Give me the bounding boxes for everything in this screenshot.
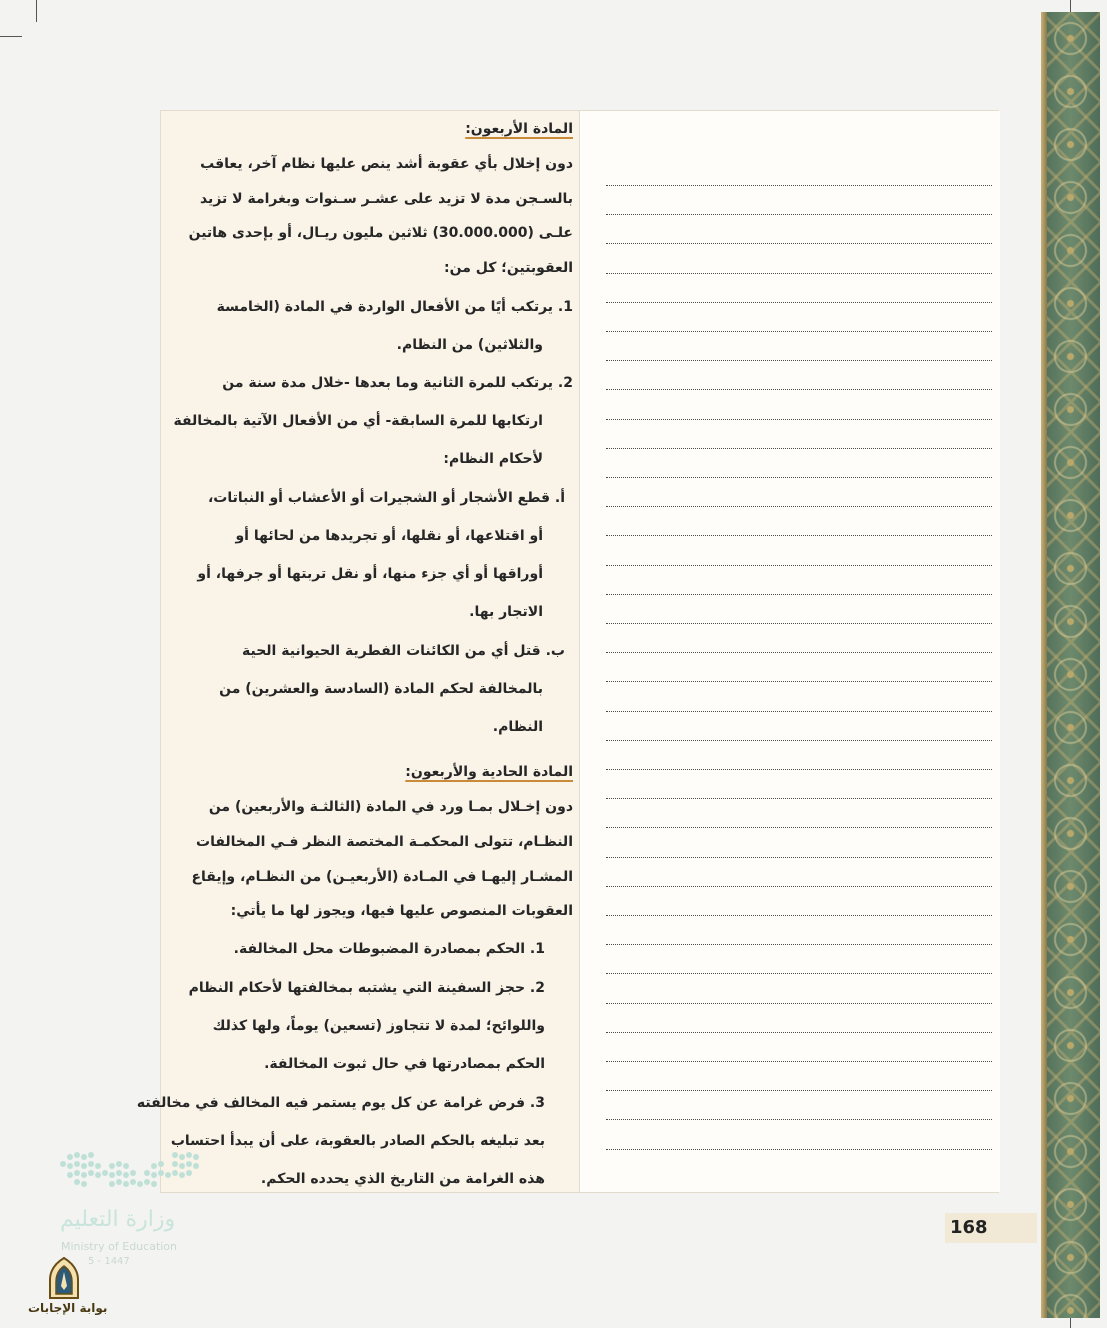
article-40-line: 2. يرتكب للمرة الثانية وما بعدها -خلال مدة سنة من xyxy=(222,375,573,391)
logo-dot xyxy=(130,1170,136,1176)
note-line xyxy=(606,302,992,303)
logo-dot xyxy=(95,1163,101,1169)
logo-dot xyxy=(130,1179,136,1185)
logo-dot xyxy=(137,1181,143,1187)
article-40-heading: المادة الأربعون: xyxy=(465,121,573,137)
article-41-line: المشـار إليهـا في المـادة (الأربعيـن) من النظـام، وإيقاع xyxy=(191,869,573,885)
logo-dot xyxy=(186,1170,192,1176)
note-line xyxy=(606,273,992,274)
article-40-line: ارتكابها للمرة السابقة- أي من الأفعال الآتية بالمخالفة xyxy=(173,413,543,429)
logo-dot xyxy=(67,1172,73,1178)
logo-dot xyxy=(172,1170,178,1176)
logo-dot xyxy=(81,1172,87,1178)
logo-dot xyxy=(179,1154,185,1160)
logo-dot xyxy=(158,1170,164,1176)
logo-dot xyxy=(102,1170,108,1176)
logo-dot xyxy=(88,1170,94,1176)
site-logo-icon xyxy=(44,1256,84,1300)
article-40-line: النظام. xyxy=(492,719,543,735)
note-line xyxy=(606,419,992,420)
page-number: 168 xyxy=(950,1217,988,1238)
logo-dot xyxy=(186,1161,192,1167)
logo-dot xyxy=(88,1152,94,1158)
article-40-line: دون إخلال بأي عقوبة أشد ينص عليها نظام آخر، يعاقب xyxy=(200,156,573,172)
logo-dot xyxy=(81,1163,87,1169)
logo-dot xyxy=(172,1152,178,1158)
article-40-line: بالمخالفة لحكم المادة (السادسة والعشرين) من xyxy=(219,681,543,697)
article-40-line: أ. قطع الأشجار أو الشجيرات أو الأعشاب أو النباتات، xyxy=(207,490,565,506)
decorative-border xyxy=(1041,12,1100,1318)
site-name: بوابة الإجابات xyxy=(28,1301,108,1315)
note-line xyxy=(606,886,992,887)
article-41-line: 3. فرض غرامة عن كل يوم يستمر فيه المخالف في مخالفته xyxy=(136,1095,545,1111)
logo-dot xyxy=(193,1154,199,1160)
logo-dot xyxy=(158,1161,164,1167)
logo-dot xyxy=(179,1163,185,1169)
note-line xyxy=(606,623,992,624)
content-panel xyxy=(136,110,999,1193)
article-40-line: علـى (30.000.000) ثلاثين مليون ريـال، أو بإحدى هاتين xyxy=(188,225,573,241)
article-41-line: الحكم بمصادرتها في حال ثبوت المخالفة. xyxy=(264,1056,545,1072)
note-line xyxy=(606,652,992,653)
note-line xyxy=(606,477,992,478)
note-line xyxy=(606,915,992,916)
logo-dot xyxy=(109,1163,115,1169)
article-40-line: ب. قتل أي من الكائنات الفطرية الحيوانية الحية xyxy=(241,643,565,659)
logo-dot xyxy=(123,1172,129,1178)
note-line xyxy=(606,973,992,974)
notes-column xyxy=(579,111,1000,1192)
note-line xyxy=(606,535,992,536)
article-40-line: الاتجار بها. xyxy=(469,604,543,620)
ministry-name-en: Ministry of Education xyxy=(61,1240,178,1253)
ministry-logo-icon xyxy=(60,1152,200,1202)
article-41-line: بعد تبليغه بالحكم الصادر بالعقوبة، على أن يبدأ احتساب xyxy=(170,1133,545,1149)
logo-dot xyxy=(109,1172,115,1178)
ministry-year: 5 - 1447 xyxy=(88,1256,130,1267)
logo-dot xyxy=(151,1172,157,1178)
note-line xyxy=(606,506,992,507)
article-41-line: واللوائح؛ لمدة لا تتجاوز (تسعين) يوماً، ولها كذلك xyxy=(212,1018,545,1034)
logo-dot xyxy=(116,1179,122,1185)
note-line xyxy=(606,565,992,566)
article-40-line: لأحكام النظام: xyxy=(443,451,543,467)
logo-dot xyxy=(88,1161,94,1167)
logo-dot xyxy=(116,1170,122,1176)
note-line xyxy=(606,243,992,244)
logo-dot xyxy=(123,1181,129,1187)
note-line xyxy=(606,827,992,828)
crop-mark-top-left xyxy=(36,0,37,22)
logo-dot xyxy=(67,1154,73,1160)
article-41-line: النظـام، تتولى المحكمـة المختصة النظر فـي المخالفات xyxy=(196,834,573,850)
ministry-name-ar: وزارة التعليم xyxy=(60,1207,176,1232)
article-40-line: بالسـجن مدة لا تزيد على عشـر سـنوات وبغرامة لا تزيد xyxy=(199,191,573,207)
logo-dot xyxy=(144,1170,150,1176)
note-line xyxy=(606,1149,992,1150)
logo-dot xyxy=(193,1163,199,1169)
note-line xyxy=(606,594,992,595)
logo-dot xyxy=(144,1179,150,1185)
article-40-line: العقوبتين؛ كل من: xyxy=(444,260,573,276)
article-40-line: أوراقها أو أي جزء منها، أو نقل تربتها أو جرفها، أو xyxy=(197,566,543,582)
logo-dot xyxy=(67,1163,73,1169)
logo-dot xyxy=(109,1181,115,1187)
logo-dot xyxy=(172,1161,178,1167)
note-line xyxy=(606,185,992,186)
logo-dot xyxy=(74,1161,80,1167)
logo-dot xyxy=(74,1170,80,1176)
note-line xyxy=(606,1119,992,1120)
article-41-line: 2. حجز السفينة التي يشتبه بمخالفتها لأحكام النظام xyxy=(188,980,545,996)
note-line xyxy=(606,944,992,945)
note-line xyxy=(606,389,992,390)
note-line xyxy=(606,1061,992,1062)
note-line xyxy=(606,214,992,215)
article-41-line: دون إخـلال بمـا ورد في المادة (الثالثـة والأربعين) من xyxy=(208,799,573,815)
note-line xyxy=(606,1032,992,1033)
note-line xyxy=(606,769,992,770)
note-line xyxy=(606,1090,992,1091)
text-column xyxy=(136,111,579,1192)
note-line xyxy=(606,360,992,361)
logo-dot xyxy=(95,1172,101,1178)
article-41-line: هذه الغرامة من التاريخ الذي يحدده الحكم. xyxy=(260,1171,545,1187)
note-line xyxy=(606,711,992,712)
logo-dot xyxy=(81,1154,87,1160)
logo-dot xyxy=(74,1179,80,1185)
article-40-line: 1. يرتكب أيًا من الأفعال الواردة في المادة (الخامسة xyxy=(216,299,573,315)
logo-dot xyxy=(74,1152,80,1158)
logo-dot xyxy=(151,1181,157,1187)
article-40-line: أو اقتلاعها، أو نقلها، أو تجريدها من لحائها أو xyxy=(235,528,543,544)
note-line xyxy=(606,448,992,449)
article-41-heading: المادة الحادية والأربعون: xyxy=(405,764,573,780)
logo-dot xyxy=(116,1161,122,1167)
crop-mark-left-top xyxy=(0,36,22,37)
note-line xyxy=(606,857,992,858)
note-line xyxy=(606,740,992,741)
logo-dot xyxy=(60,1161,66,1167)
article-41-line: 1. الحكم بمصادرة المضبوطات محل المخالفة. xyxy=(233,941,545,957)
article-40-line: والثلاثين) من النظام. xyxy=(396,337,543,353)
note-line xyxy=(606,798,992,799)
logo-dot xyxy=(165,1172,171,1178)
note-line xyxy=(606,331,992,332)
note-line xyxy=(606,1003,992,1004)
note-line xyxy=(606,681,992,682)
logo-dot xyxy=(179,1172,185,1178)
logo-dot xyxy=(186,1152,192,1158)
article-41-line: العقوبات المنصوص عليها فيها، ويجوز لها ما يأتي: xyxy=(230,903,573,919)
logo-dot xyxy=(123,1163,129,1169)
logo-dot xyxy=(151,1163,157,1169)
logo-dot xyxy=(81,1181,87,1187)
